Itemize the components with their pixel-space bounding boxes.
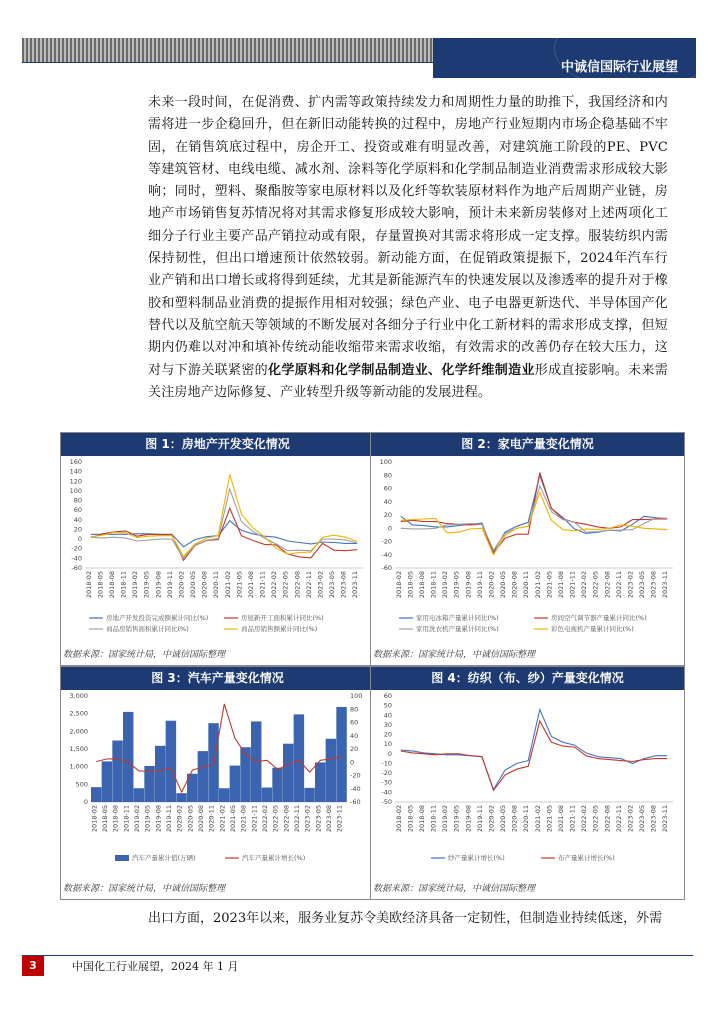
x-tick-label: 2019-02 bbox=[441, 571, 450, 599]
y-tick-label: 60 bbox=[73, 506, 82, 515]
legend-swatch bbox=[115, 855, 129, 861]
y-tick-label: 2,000 bbox=[69, 727, 88, 736]
x-tick-label: 2021-08 bbox=[239, 805, 248, 833]
x-tick-label: 2019-05 bbox=[452, 805, 461, 833]
series-line-2 bbox=[401, 473, 667, 554]
series-bar bbox=[304, 788, 314, 802]
x-tick-label: 2018-11 bbox=[429, 571, 438, 599]
x-tick-label: 2021-11 bbox=[258, 571, 267, 599]
legend-label: 汽车产量累计值(万辆) bbox=[132, 854, 196, 862]
y-right-tick-label: 0 bbox=[350, 758, 355, 767]
x-tick-label: 2020-05 bbox=[499, 805, 508, 833]
legend-label: 纱产量累计增长(%) bbox=[448, 854, 505, 862]
x-tick-label: 2020-11 bbox=[522, 805, 531, 833]
x-tick-label: 2022-05 bbox=[281, 571, 290, 599]
x-tick-label: 2018-08 bbox=[107, 571, 116, 599]
figure-1-chart bbox=[61, 456, 372, 636]
x-tick-label: 2022-05 bbox=[591, 571, 600, 599]
x-tick-label: 2020-05 bbox=[189, 571, 198, 599]
series-bar bbox=[230, 766, 240, 802]
x-tick-label: 2019-02 bbox=[131, 571, 140, 599]
y-tick-label: -10 bbox=[381, 759, 392, 768]
x-tick-label: 2019-05 bbox=[142, 571, 151, 599]
x-tick-label: 2021-11 bbox=[568, 805, 577, 833]
x-tick-label: 2018-02 bbox=[90, 805, 99, 833]
footer-rule bbox=[22, 955, 693, 956]
y-tick-label: 0 bbox=[77, 535, 82, 544]
x-tick-label: 2022-05 bbox=[271, 805, 280, 833]
y-tick-label: 1,500 bbox=[69, 745, 88, 753]
x-tick-label: 2022-02 bbox=[270, 571, 279, 599]
x-tick-label: 2020-02 bbox=[487, 805, 496, 833]
x-tick-label: 2018-11 bbox=[429, 805, 438, 833]
series-bar bbox=[134, 788, 144, 802]
x-tick-label: 2018-08 bbox=[417, 571, 426, 599]
x-tick-label: 2022-08 bbox=[282, 805, 291, 833]
y-tick-label: 160 bbox=[69, 458, 82, 466]
x-tick-label: 2020-05 bbox=[499, 571, 508, 599]
x-tick-label: 2023-05 bbox=[638, 805, 647, 833]
series-line-2 bbox=[401, 721, 667, 790]
series-bar bbox=[112, 741, 122, 802]
x-tick-label: 2018-05 bbox=[96, 571, 105, 599]
y-tick-label: 0 bbox=[387, 749, 392, 758]
figure-2-source: 数据来源：国家统计局，中诚信国际整理 bbox=[373, 650, 536, 660]
figure-4-title: 图 4：纺织（布、纱）产量变化情况 bbox=[371, 667, 684, 690]
series-line-1 bbox=[401, 475, 667, 552]
x-tick-label: 2020-11 bbox=[212, 571, 221, 599]
x-tick-label: 2023-05 bbox=[314, 805, 323, 833]
figure-4-source: 数据来源：国家统计局，中诚信国际整理 bbox=[373, 884, 536, 894]
y-tick-label: 80 bbox=[383, 471, 392, 480]
x-tick-label: 2019-11 bbox=[475, 805, 484, 833]
x-tick-label: 2018-02 bbox=[394, 805, 403, 833]
x-tick-label: 2023-02 bbox=[303, 805, 312, 833]
x-tick-label: 2020-02 bbox=[487, 571, 496, 599]
figure-4-panel bbox=[370, 666, 685, 900]
figure-4-chart bbox=[371, 690, 682, 870]
header-stripe bbox=[22, 38, 433, 62]
x-tick-label: 2019-05 bbox=[143, 805, 152, 833]
y-tick-label: 1,000 bbox=[69, 762, 88, 771]
legend-label: 家用电冰箱产量累计同比(%) bbox=[416, 614, 499, 622]
figure-3-source: 数据来源：国家统计局，中诚信国际整理 bbox=[63, 884, 226, 894]
y-tick-label: 0 bbox=[387, 524, 392, 533]
x-tick-label: 2023-08 bbox=[649, 571, 658, 599]
x-tick-label: 2022-08 bbox=[603, 805, 612, 833]
series-bar bbox=[283, 744, 293, 802]
x-tick-label: 2019-08 bbox=[464, 805, 473, 833]
body-text-bold: 化学原料和化学制品制造业、化学纤维制造业 bbox=[268, 362, 535, 378]
y-tick-label: 60 bbox=[383, 484, 392, 493]
x-tick-label: 2020-08 bbox=[200, 571, 209, 599]
y-tick-label: -40 bbox=[71, 554, 82, 563]
y-right-tick-label: 60 bbox=[350, 718, 359, 727]
x-tick-label: 2019-11 bbox=[475, 571, 484, 599]
y-right-tick-label: 20 bbox=[350, 745, 359, 753]
x-tick-label: 2020-11 bbox=[522, 571, 531, 599]
y-tick-label: -20 bbox=[71, 544, 82, 553]
y-right-tick-label: -60 bbox=[350, 798, 361, 806]
x-tick-label: 2023-11 bbox=[661, 805, 670, 833]
x-tick-label: 2021-02 bbox=[223, 571, 232, 599]
x-tick-label: 2023-08 bbox=[339, 571, 348, 599]
body-paragraph bbox=[148, 92, 668, 404]
x-tick-label: 2023-11 bbox=[335, 805, 344, 833]
x-tick-label: 2019-02 bbox=[441, 805, 450, 833]
x-tick-label: 2019-11 bbox=[165, 571, 174, 599]
x-tick-label: 2020-02 bbox=[175, 805, 184, 833]
series-bar bbox=[262, 788, 272, 802]
x-tick-label: 2022-11 bbox=[293, 805, 301, 833]
figure-3-chart bbox=[61, 690, 372, 870]
series-bar bbox=[91, 787, 101, 802]
x-tick-label: 2021-08 bbox=[246, 571, 255, 599]
x-tick-label: 2021-08 bbox=[556, 571, 565, 599]
x-tick-label: 2018-11 bbox=[119, 571, 128, 599]
series-bar bbox=[315, 762, 325, 802]
legend-label: 彩色电视机产量累计同比(%) bbox=[551, 625, 634, 633]
x-tick-label: 2020-08 bbox=[197, 805, 205, 833]
legend-label: 商品房销售面积累计同比(%) bbox=[106, 625, 189, 633]
x-tick-label: 2023-11 bbox=[661, 571, 670, 599]
series-bar bbox=[155, 746, 165, 802]
x-tick-label: 2021-05 bbox=[235, 571, 244, 599]
figure-3-panel bbox=[60, 666, 375, 900]
y-tick-label: 100 bbox=[69, 486, 82, 495]
body-text-1: 未来一段时间，在促消费、扩内需等政策持续发力和周期性力量的助推下，我国经济和内需将进一步企稳回升，但在新旧动能转换的过程中，房地产行业短期内市场企稳基础不牢固，在销售筑底过程中，房企开工、投资或难有明显改善，对建筑施工阶段的PE、PVC等建筑管材、电线电缆、减水剂、涂料等化学原料和化学制品制造业消费需求形成较大影响；同时，塑料、聚酯胺等家电原材料以及化纤等软装原材料作为地产后周期产业链，房地产市场销售复苏情况将对其需求修复形成较大影响，预计未来新房装修对上述两项化工细分子行业主要产品产销拉动或有限，存量置换对其需求将形成一定支撑。服装纺织内需保持韧性，但出口增速预计依然较弱。新动能方面，在促销政策提振下，2024年汽车行业产销和出口增长或将得到延续，尤其是新能源汽车的快速发展以及渗透率的提升对于橡胶和塑料制品业消费的提振作用相对较强；绿色产业、电子电器更新迭代、半导体国产化替代以及航空航天等领域的不断发展对各细分子行业中化工新材料的需求形成支撑，但短期内仍难以对冲和填补传统动能收缩带来需求收缩，有效需求的改善仍存在较大压力，这对与下游关联紧密的 bbox=[148, 95, 668, 378]
figure-1-title: 图 1：房地产开发变化情况 bbox=[61, 433, 374, 456]
y-right-tick-label: 80 bbox=[350, 705, 359, 714]
y-tick-label: 40 bbox=[383, 497, 392, 506]
footer-text: 中国化工行业展望，2024 年 1 月 bbox=[72, 960, 239, 973]
x-tick-label: 2022-11 bbox=[614, 805, 623, 833]
header-rule bbox=[22, 62, 433, 63]
x-tick-label: 2019-08 bbox=[154, 805, 163, 833]
y-right-tick-label: 40 bbox=[350, 731, 359, 740]
x-tick-label: 2020-08 bbox=[510, 805, 519, 833]
legend-label: 房地产开发投资完成额累计同比(%) bbox=[106, 614, 209, 622]
y-tick-label: -40 bbox=[381, 788, 392, 797]
series-bar bbox=[272, 768, 282, 802]
y-tick-label: 500 bbox=[75, 780, 88, 789]
y-tick-label: -60 bbox=[381, 564, 392, 572]
figure-3-title: 图 3：汽车产量变化情况 bbox=[61, 667, 374, 690]
y-tick-label: 30 bbox=[383, 720, 392, 729]
series-bar bbox=[102, 761, 112, 802]
x-tick-label: 2023-08 bbox=[325, 805, 333, 833]
x-tick-label: 2021-05 bbox=[229, 805, 237, 833]
x-tick-label: 2022-02 bbox=[580, 571, 589, 599]
series-bar bbox=[219, 788, 229, 802]
y-tick-label: -20 bbox=[381, 769, 392, 778]
y-tick-label: 100 bbox=[379, 458, 392, 466]
header-banner bbox=[433, 38, 696, 78]
x-tick-label: 2021-05 bbox=[545, 571, 554, 599]
y-tick-label: 20 bbox=[383, 730, 392, 739]
x-tick-label: 2021-02 bbox=[533, 805, 542, 833]
body-text-2: 形成直接影响。未来需关注房地产边际修复、产业转型升级等新动能的发展进程。 bbox=[148, 362, 668, 400]
x-tick-label: 2022-11 bbox=[304, 571, 313, 599]
x-tick-label: 2019-11 bbox=[165, 805, 173, 833]
x-tick-label: 2018-11 bbox=[122, 805, 131, 833]
x-tick-label: 2021-11 bbox=[250, 805, 259, 833]
x-tick-label: 2018-05 bbox=[101, 805, 109, 833]
x-tick-label: 2020-08 bbox=[510, 571, 519, 599]
figure-2-chart bbox=[371, 456, 682, 636]
series-line-1 bbox=[401, 710, 667, 790]
legend-label: 布产量累计增长(%) bbox=[558, 854, 615, 862]
x-tick-label: 2020-02 bbox=[177, 571, 186, 599]
y-right-tick-label: -40 bbox=[350, 784, 361, 793]
y-tick-label: 2,500 bbox=[69, 709, 88, 718]
x-tick-label: 2022-08 bbox=[603, 571, 612, 599]
x-tick-label: 2019-02 bbox=[133, 805, 141, 833]
y-tick-label: 40 bbox=[383, 711, 392, 720]
legend-label: 商品房销售额累计同比(%) bbox=[241, 625, 318, 633]
y-tick-label: -40 bbox=[381, 550, 392, 559]
x-tick-label: 2019-08 bbox=[154, 571, 163, 599]
y-right-tick-label: -20 bbox=[350, 771, 361, 780]
series-bar bbox=[336, 707, 346, 802]
series-bar bbox=[198, 751, 208, 802]
x-tick-label: 2020-11 bbox=[207, 805, 216, 833]
y-tick-label: 50 bbox=[383, 701, 392, 710]
y-tick-label: 40 bbox=[73, 515, 82, 524]
series-bar bbox=[176, 793, 186, 802]
x-tick-label: 2020-05 bbox=[186, 805, 195, 833]
figure-1-panel bbox=[60, 432, 375, 666]
x-tick-label: 2022-05 bbox=[591, 805, 600, 833]
legend-label: 汽车产量累计增长(%) bbox=[242, 854, 306, 862]
figure-1-source: 数据来源：国家统计局，中诚信国际整理 bbox=[63, 650, 226, 660]
x-tick-label: 2022-02 bbox=[261, 805, 269, 833]
x-tick-label: 2023-08 bbox=[649, 805, 658, 833]
y-tick-label: 80 bbox=[73, 496, 82, 505]
x-tick-label: 2021-05 bbox=[545, 805, 554, 833]
x-tick-label: 2021-11 bbox=[568, 571, 577, 599]
x-tick-label: 2021-02 bbox=[533, 571, 542, 599]
x-tick-label: 2019-08 bbox=[464, 571, 473, 599]
x-tick-label: 2018-08 bbox=[111, 805, 120, 833]
series-bar bbox=[166, 721, 176, 802]
x-tick-label: 2022-11 bbox=[614, 571, 623, 599]
y-right-tick-label: 100 bbox=[350, 692, 363, 700]
series-bar bbox=[326, 739, 336, 802]
figure-2-panel bbox=[370, 432, 685, 666]
y-tick-label: -60 bbox=[71, 564, 82, 572]
x-tick-label: 2022-02 bbox=[580, 805, 589, 833]
y-tick-label: -30 bbox=[381, 778, 392, 787]
series-bar bbox=[294, 714, 304, 802]
x-tick-label: 2023-05 bbox=[328, 571, 337, 599]
x-tick-label: 2023-05 bbox=[638, 571, 647, 599]
x-tick-label: 2021-08 bbox=[556, 805, 565, 833]
y-tick-label: 120 bbox=[69, 477, 82, 486]
x-tick-label: 2022-08 bbox=[293, 571, 302, 599]
x-tick-label: 2023-02 bbox=[626, 805, 635, 833]
series-bar bbox=[240, 747, 250, 802]
y-tick-label: 60 bbox=[383, 692, 392, 700]
x-tick-label: 2018-05 bbox=[406, 805, 415, 833]
x-tick-label: 2023-11 bbox=[351, 571, 360, 599]
series-line-3 bbox=[401, 486, 667, 550]
y-tick-label: 140 bbox=[69, 467, 82, 476]
y-tick-label: 20 bbox=[73, 525, 82, 534]
bottom-paragraph: 出口方面，2023年以来，服务业复苏令美欧经济具备一定韧性，但制造业持续低迷，外需 bbox=[148, 911, 663, 926]
x-tick-label: 2023-02 bbox=[626, 571, 635, 599]
y-tick-label: -50 bbox=[381, 798, 392, 806]
y-tick-label: 0 bbox=[83, 798, 88, 806]
y-tick-label: 20 bbox=[383, 511, 392, 519]
legend-label: 房屋新开工面积累计同比(%) bbox=[241, 614, 324, 622]
legend-label: 房间空气调节器产量累计同比(%) bbox=[551, 614, 647, 622]
page-number: 3 bbox=[22, 956, 44, 976]
header-title: 中诚信国际行业展望 bbox=[560, 60, 678, 75]
y-tick-label: -20 bbox=[381, 537, 392, 546]
y-tick-label: 3,000 bbox=[69, 692, 88, 700]
x-tick-label: 2018-05 bbox=[406, 571, 415, 599]
x-tick-label: 2018-02 bbox=[394, 571, 403, 599]
x-tick-label: 2018-08 bbox=[417, 805, 426, 833]
x-tick-label: 2018-02 bbox=[84, 571, 93, 599]
x-tick-label: 2021-02 bbox=[218, 805, 227, 833]
legend-label: 家用洗衣机产量累计同比(%) bbox=[416, 625, 499, 633]
series-bar bbox=[123, 712, 133, 802]
figure-2-title: 图 2：家电产量变化情况 bbox=[371, 433, 684, 456]
x-tick-label: 2019-05 bbox=[452, 571, 461, 599]
x-tick-label: 2023-02 bbox=[316, 571, 325, 599]
y-tick-label: 10 bbox=[383, 740, 392, 749]
